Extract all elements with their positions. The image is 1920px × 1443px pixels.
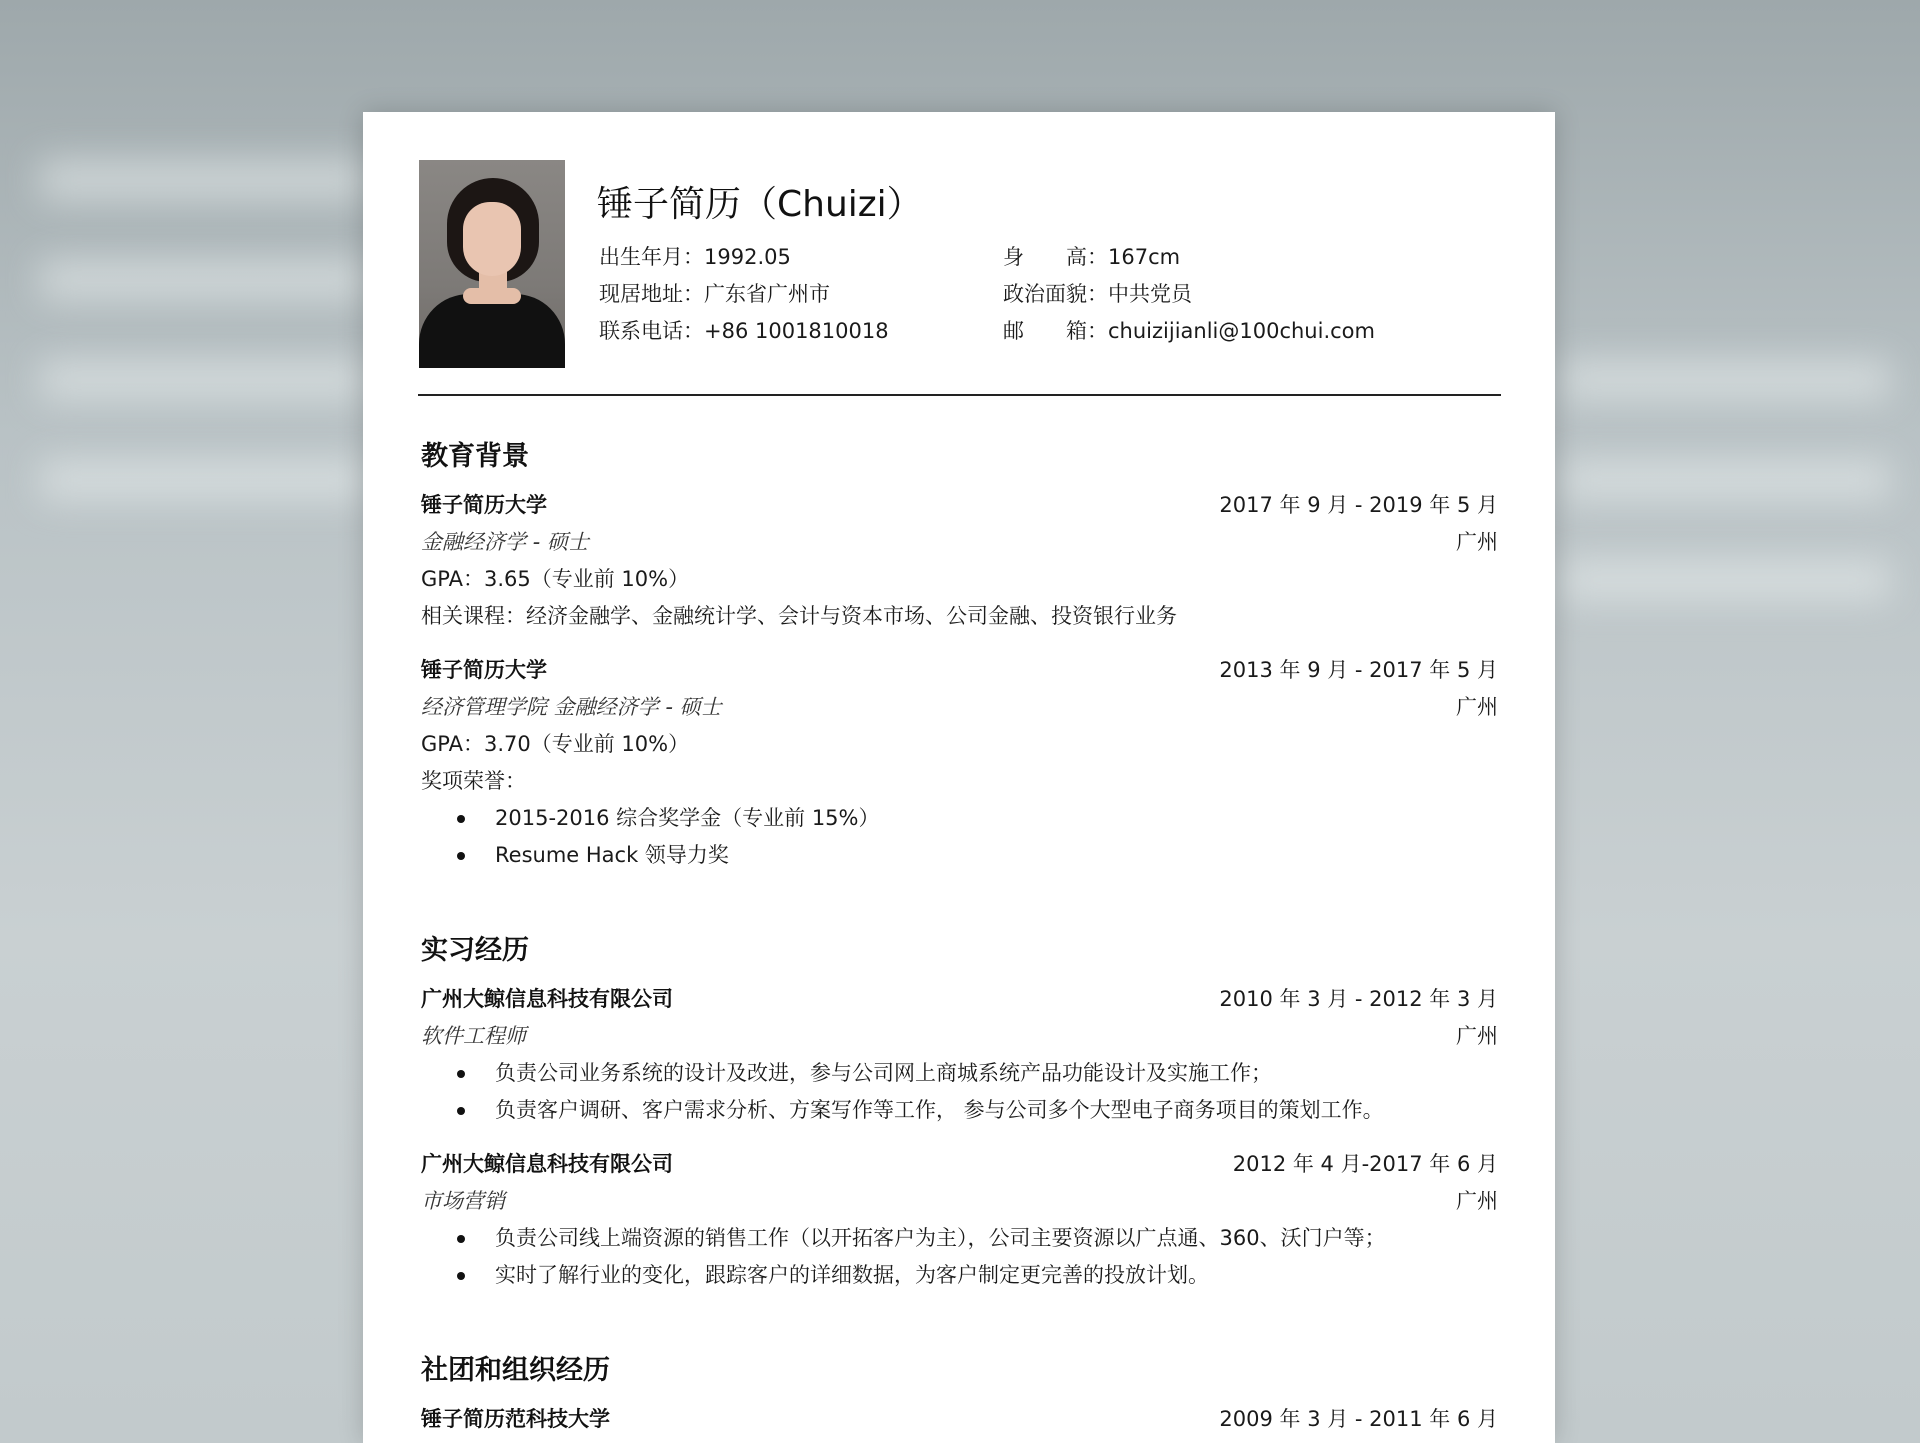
education-major: 金融经济学 - 硕士 [421,530,589,554]
resume-name: 锤子简历（Chuizi） [597,184,923,225]
header-divider [418,394,1501,396]
internship-bullet: 负责公司业务系统的设计及改进，参与公司网上商城系统产品功能设计及实施工作； [457,1057,1272,1087]
internship-bullet: 负责公司线上端资源的销售工作（以开拓客户为主），公司主要资源以广点通、360、沃门户等； [457,1222,1386,1252]
phone-info: 联系电话：+86 1001810018 [599,319,889,343]
education-school: 锤子简历大学 [421,658,547,682]
education-major: 经济管理学院 金融经济学 - 硕士 [421,695,722,719]
internship-company: 广州大鲸信息科技有限公司 [421,1152,673,1176]
internship-bullet: 负责客户调研、客户需求分析、方案写作等工作， 参与公司多个大型电子商务项目的策划工作。 [457,1094,1384,1124]
education-heading: 教育背景 [421,441,529,472]
education-date: 2013 年 9 月 - 2017 年 5 月 [1219,658,1498,682]
education-date: 2017 年 9 月 - 2019 年 5 月 [1219,493,1498,517]
background-light-band [1560,560,1890,600]
award-item: 2015-2016 综合奖学金（专业前 15%） [457,802,880,832]
background-light-band [1560,460,1890,500]
club-date: 2009 年 3 月 - 2011 年 6 月 [1219,1407,1498,1431]
background-light-band [40,360,370,400]
education-courses: 相关课程：经济金融学、金融统计学、会计与资本市场、公司金融、投资银行业务 [421,604,1177,628]
background-light-band [40,260,370,300]
club-org: 锤子简历范科技大学 [421,1407,610,1431]
clubs-heading: 社团和组织经历 [421,1355,610,1386]
internship-heading: 实习经历 [421,935,529,966]
internship-role: 软件工程师 [421,1024,526,1048]
height-info: 身 高：167cm [1003,245,1181,269]
resume-page [363,112,1555,1443]
education-gpa: GPA：3.65（专业前 10%） [421,567,690,591]
background-light-band [40,460,370,500]
education-gpa: GPA：3.70（专业前 10%） [421,732,690,756]
internship-role: 市场营销 [421,1189,505,1213]
politics-info: 政治面貌：中共党员 [1003,282,1192,306]
background-light-band [40,160,370,200]
internship-date: 2010 年 3 月 - 2012 年 3 月 [1219,987,1498,1011]
internship-company: 广州大鲸信息科技有限公司 [421,987,673,1011]
award-item: Resume Hack 领导力奖 [457,839,729,869]
education-location: 广州 [1456,695,1498,719]
internship-location: 广州 [1456,1189,1498,1213]
birth-info: 出生年月：1992.05 [599,245,791,269]
address-info: 现居地址：广东省广州市 [599,282,830,306]
profile-photo [419,160,565,368]
background-light-band [1560,360,1890,400]
email-info: 邮 箱：chuizijianli@100chui.com [1003,319,1375,343]
internship-bullet: 实时了解行业的变化，跟踪客户的详细数据，为客户制定更完善的投放计划。 [457,1259,1209,1289]
education-school: 锤子简历大学 [421,493,547,517]
internship-date: 2012 年 4 月-2017 年 6 月 [1232,1152,1498,1176]
education-location: 广州 [1456,530,1498,554]
internship-location: 广州 [1456,1024,1498,1048]
awards-label: 奖项荣誉： [421,769,526,793]
